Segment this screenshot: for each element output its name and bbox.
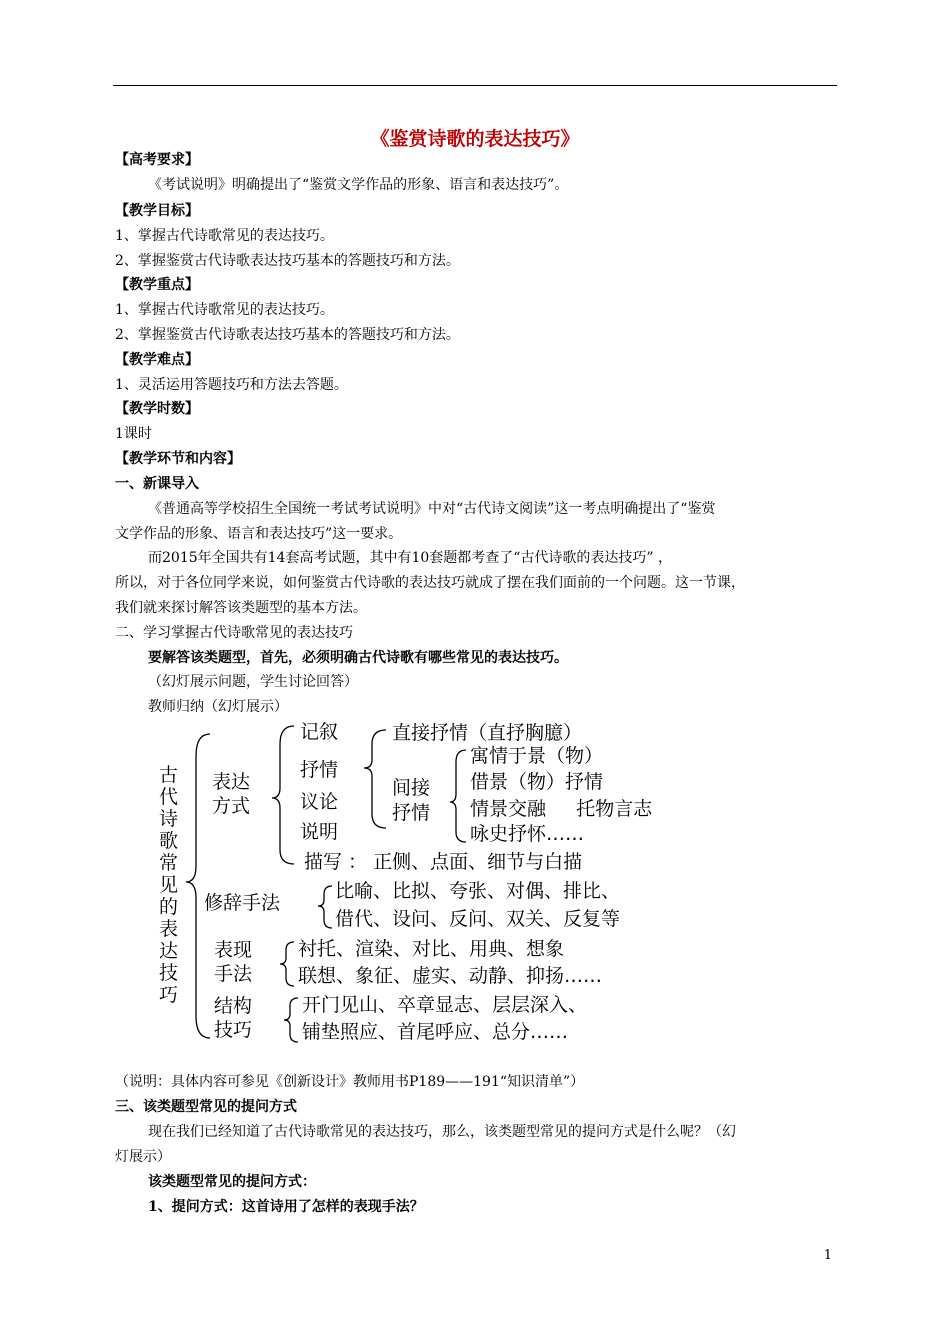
paragraph: 《考试说明》明确提出了“鉴赏文学作品的形象、语言和表达技巧”。 (148, 177, 569, 193)
biaoda-brace (272, 726, 294, 864)
heading-goal: 【教学目标】 (115, 203, 199, 219)
paragraph-bold: 1、提问方式：这首诗用了怎样的表现手法？ (148, 1199, 424, 1215)
paragraph: 而2015年全国共有14套高考试题，其中有10套题都考查了“古代诗歌的表达技巧” ， (148, 550, 673, 566)
item-jianjie: 间接 (392, 777, 431, 799)
item-jixu: 记叙 (300, 721, 339, 743)
branch-xiuci: 修辞手法 (204, 892, 281, 914)
paragraph: 文学作品的形象、语言和表达技巧”这一要求。 (115, 526, 403, 542)
list-item: 1、灵活运用答题技巧和方法去答题。 (115, 377, 348, 393)
item-shuoming: 说明 (300, 821, 339, 843)
item-jj: 寓情于景（物） (470, 745, 604, 767)
svg-text:歌: 歌 (159, 830, 179, 852)
svg-text:古: 古 (159, 764, 179, 786)
note: （说明：具体内容可参见《创新设计》教师用书P189——191“知识清单”） (115, 1074, 585, 1090)
heading-difficulty: 【教学难点】 (115, 352, 199, 368)
paragraph: 灯展示） (115, 1149, 171, 1165)
item-biaoxian: 衬托、渲染、对比、用典、想象 (298, 938, 565, 960)
branch-biaoxian: 手法 (214, 963, 253, 985)
root-label (159, 764, 178, 1006)
item-xiuci: 借代、设问、反问、双关、反复等 (335, 908, 621, 930)
list-item: 2、掌握鉴赏古代诗歌表达技巧基本的答题技巧和方法。 (115, 327, 460, 343)
shuqing-brace (364, 730, 386, 828)
item-biaoxian: 联想、象征、虚实、动静、抑扬…… (298, 965, 603, 987)
jiegou-brace (284, 998, 298, 1042)
item-jiegou: 铺垫照应、首尾呼应、总分…… (302, 1021, 569, 1043)
page-title: 《鉴赏诗歌的表达技巧》 (370, 128, 580, 150)
header-rule (113, 85, 837, 86)
item-jianjie: 抒情 (392, 802, 431, 824)
item-shuqing: 抒情 (300, 759, 339, 781)
branch-jiegou: 结构 (214, 995, 253, 1017)
page-number: 1 (823, 1248, 832, 1263)
branch-jiegou: 技巧 (214, 1019, 253, 1041)
item-yilun: 议论 (300, 791, 339, 813)
biaoxian-brace (280, 942, 294, 986)
branch-biaoda: 方式 (212, 795, 251, 817)
svg-text:的: 的 (159, 896, 179, 918)
heading-gaokao: 【高考要求】 (115, 152, 199, 168)
svg-text:代: 代 (159, 786, 179, 808)
list-item: 1、掌握古代诗歌常见的表达技巧。 (115, 228, 334, 244)
heading-hours: 【教学时数】 (115, 401, 199, 417)
item-jj: 情景交融 托物言志 (470, 798, 653, 820)
heading-key: 【教学重点】 (115, 277, 199, 293)
svg-text:巧: 巧 (159, 984, 179, 1006)
item-jj: 咏史抒怀…… (470, 823, 585, 845)
list-item: 1课时 (115, 426, 152, 442)
item-jiegou: 开门见山、卒章显志、层层深入、 (302, 994, 588, 1016)
section-heading: 一、新课导入 (115, 476, 199, 492)
paragraph: 所以，对于各位同学来说，如何鉴赏古代诗歌的表达技巧就成了摆在我们面前的一个问题。这一节课， (115, 575, 745, 591)
section-heading: 三、该类题型常见的提问方式 (115, 1099, 297, 1115)
branch-biaoda: 表达 (212, 771, 251, 793)
svg-text:表: 表 (159, 918, 179, 940)
branch-biaoxian: 表现 (214, 939, 253, 961)
root-brace (186, 734, 210, 1038)
paragraph: 《普通高等学校招生全国统一考试考试说明》中对“古代诗文阅读”这一考点明确提出了“鉴赏 (148, 501, 716, 517)
item-xiuci: 比喻、比拟、夸张、对偶、排比、 (335, 880, 621, 902)
xiuci-brace (318, 886, 332, 928)
item-miaoxie: 描写 ： 正侧、点面、细节与白描 (304, 851, 583, 873)
heading-steps: 【教学环节和内容】 (115, 451, 241, 467)
svg-text:技: 技 (159, 962, 179, 984)
item-zhijie: 直接抒情（直抒胸臆） (392, 722, 583, 744)
paragraph: 教师归纳（幻灯展示） (148, 699, 288, 715)
paragraph: 我们就来探讨解答该类题型的基本方法。 (115, 600, 367, 616)
jianjie-brace (450, 750, 466, 842)
svg-text:诗: 诗 (159, 808, 179, 830)
section-heading: 二、学习掌握古代诗歌常见的表达技巧 (115, 625, 353, 641)
svg-text:见: 见 (159, 874, 179, 896)
paragraph-bold: 该类题型常见的提问方式： (148, 1174, 316, 1190)
paragraph: （幻灯展示问题，学生讨论回答） (148, 674, 358, 690)
list-item: 2、掌握鉴赏古代诗歌表达技巧基本的答题技巧和方法。 (115, 253, 460, 269)
item-jj: 借景（物）抒情 (470, 771, 604, 793)
list-item: 1、掌握古代诗歌常见的表达技巧。 (115, 302, 334, 318)
paragraph-bold: 要解答该类题型，首先，必须明确古代诗歌有哪些常见的表达技巧。 (148, 650, 568, 666)
techniques-mind-map (152, 716, 772, 1056)
svg-text:常: 常 (159, 852, 179, 874)
svg-text:达: 达 (159, 940, 179, 962)
paragraph: 现在我们已经知道了古代诗歌常见的表达技巧，那么，该类题型常见的提问方式是什么呢？（幻 (148, 1124, 736, 1140)
